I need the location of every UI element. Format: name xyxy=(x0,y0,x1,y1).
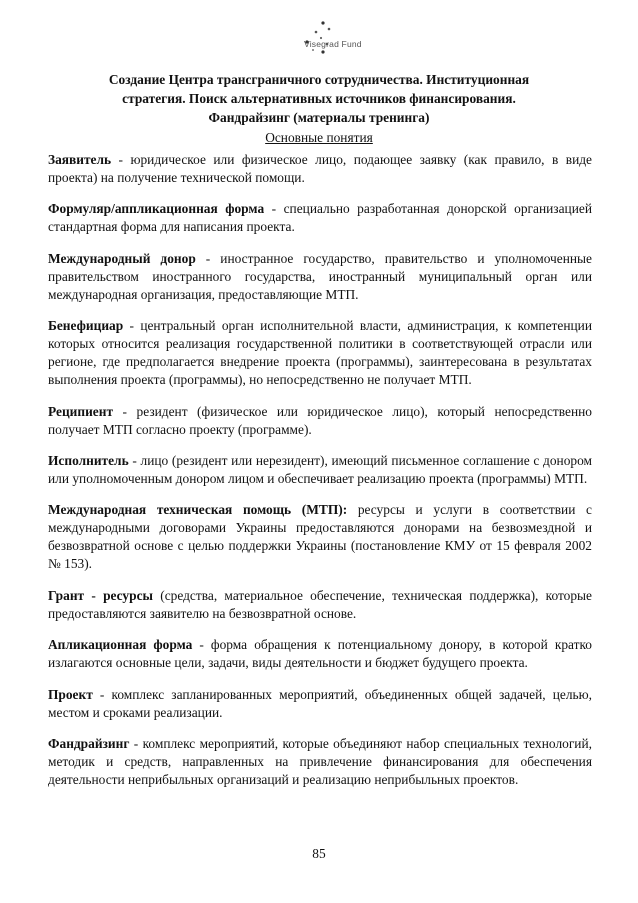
definition-term: Проект xyxy=(48,686,93,702)
definition-text: - резидент (физическое или юридическое лицо), который непосредственно получает МТП согласно проекту (программе). xyxy=(48,403,592,437)
definition-term: Международная техническая помощь (МТП): xyxy=(48,502,348,518)
definition-term: Фандрайзинг xyxy=(48,735,130,751)
definition-entry xyxy=(48,636,592,672)
definition-text: - специально разработанная донорской организацией стандартная форма для написания проекта. xyxy=(48,201,592,235)
logo-text: Visegrad Fund xyxy=(304,39,362,49)
definition-term: Грант - ресурсы xyxy=(48,587,153,603)
definition-entry xyxy=(48,587,592,623)
definition-term: Формуляр/аппликационная форма xyxy=(48,201,265,217)
subtitle-text: Основные понятия xyxy=(265,130,373,145)
definition-text: - форма обращения к потенциальному донору, в которой кратко излагаются основные цели, задачи, виды деятельности и бюджет будущего проекта. xyxy=(48,637,592,671)
definition-entry xyxy=(48,501,592,573)
definition-entry xyxy=(48,735,592,789)
definition-entry xyxy=(48,250,592,304)
definition-term: Реципиент xyxy=(48,403,114,419)
definition-term: Заявитель xyxy=(48,152,112,167)
document-header xyxy=(48,70,590,127)
definition-term: Исполнитель xyxy=(48,452,129,468)
definition-text: - лицо (резидент или нерезидент), имеющий письменное соглашение с донором или уполномоченным донором лицом и обеспечивает реализацию проекта (программы) МТП. xyxy=(48,452,592,486)
section-subtitle xyxy=(48,130,590,147)
definition-entry xyxy=(48,686,592,722)
definition-text: - юридическое или физическое лицо, подающее заявку (как правило, в виде проекта) на получение технической помощи. xyxy=(48,152,592,185)
definitions-list xyxy=(48,151,592,792)
definition-entry xyxy=(48,452,592,488)
definition-text: - иностранное государство, правительство и уполномоченные правительством иностранного государства, иностранный муниципальный орган или международная организация, предоставляющие МТП. xyxy=(48,250,592,302)
header-line-1: Создание Центра трансграничного сотрудничества. Институционная xyxy=(108,72,530,87)
definition-entry xyxy=(48,151,592,187)
page-number: 85 xyxy=(312,846,326,861)
header-line-2: стратегия. Поиск альтернативных источников финансирования. xyxy=(122,91,516,106)
definition-term: Бенефициар xyxy=(48,318,124,334)
definition-entry xyxy=(48,317,592,389)
definition-text: - комплекс мероприятий, которые объединяют набор специальных технологий, методик и средств, направленных на привлечение финансирования для обеспечения деятельности неприбыльных организаций и реализацию неприбыльных проектов. xyxy=(48,735,592,787)
definition-text: (средства, материальное обеспечение, техническая поддержка), которые предоставляются заявителю на безвозвратной основе. xyxy=(48,587,592,621)
definition-term: Международный донор xyxy=(48,250,196,266)
definition-entry xyxy=(48,403,592,439)
definition-text: - комплекс запланированных мероприятий, объединенных общей задачей, целью, местом и сроками реализации. xyxy=(48,686,592,720)
definition-term: Апликационная форма xyxy=(48,637,193,653)
definition-entry xyxy=(48,200,592,236)
definition-text: ресурсы и услуги в соответствии с международными договорами Украины предоставляются донорами на безвозмездной и безвозвратной основе с целью поддержки Украины (постановление КМУ от 15 февраля 2002 № 153). xyxy=(48,502,592,572)
header-line-3: Фандрайзинг (материалы тренинга) xyxy=(208,110,430,125)
definition-text: - центральный орган исполнительной власти, администрация, к компетенции которых относится реализация государственной политики в соответствующей отрасли или регионе, где предполагается внедрение проекта (программы), заинтересована в результатах выполнения проекта (программы), но непосредственно не получает МТП. xyxy=(48,318,592,388)
